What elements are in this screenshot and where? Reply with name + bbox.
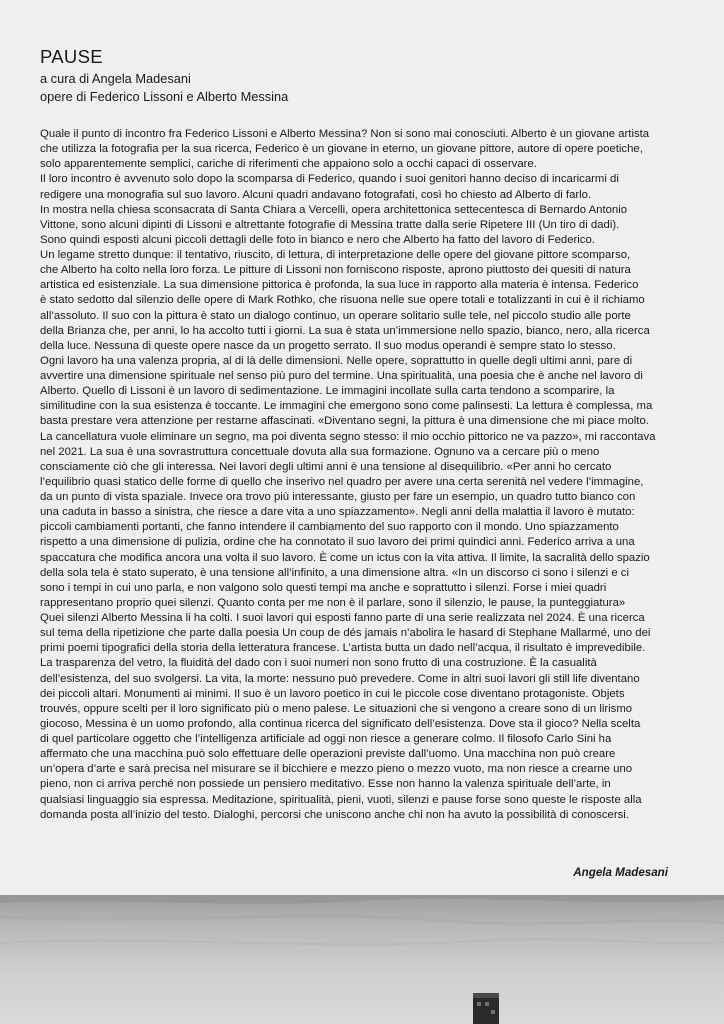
body-line: della luce. Nessuna di queste opere nasce da un progetto serrato. Il suo modus operandi è sempre stato lo stesso. (40, 339, 616, 352)
body-line: sono i tempi in cui uno parla, e non valgono solo questi tempi ma anche e soprattutto i silenzi. Forse i miei quadri (40, 581, 607, 594)
body-line: Il loro incontro è avvenuto solo dopo la scomparsa di Federico, quando i suoi genitori hanno deciso di incaricarmi di (40, 173, 619, 186)
dice-column-icon (473, 993, 499, 1024)
body-line: solo apparentemente semplici, cariche di riferimenti che appaiono solo a occhi capaci di osservare. (40, 158, 537, 171)
body-line: che Alberto ha colto nella loro forza. Le pitture di Lissoni non forniscono risposte, aprono piuttosto dei quesiti di natura (40, 264, 631, 277)
body-line: da un punto di vista spaziale. Invece ora trovo più interessante, giusto per fare un esempio, un quadro tutto bianco con (40, 491, 636, 503)
body-line: nel 2021. La sua è una sovrastruttura concettuale dovuta alla sua formazione. Ognuno va a cercare più o meno (40, 445, 600, 458)
body-line: basta prestare vera attenzione per restarne affascinati. «Diventano segni, la pittura è una dimensione che mi piace molto. (40, 415, 649, 428)
body-line: La trasparenza del vetro, la fluidità del dado con i suoi numeri non sono frutto di una costruzione. È la casualità (40, 657, 597, 670)
body-line: all’assoluto. Il suo con la pittura è stato un dialogo continuo, un operare solitario sulle tele, nel piccolo studio alle porte (40, 309, 631, 322)
body-text (40, 127, 686, 823)
body-line: consciamente ciò che gli interessa. Nei lavori degli ultimi anni è una tensione al disequilibrio. «Per anni ho cercato (40, 460, 612, 473)
body-line: Ogni lavoro ha una valenza propria, al di là delle dimensioni. Nelle opere, soprattutto in quelle degli ultimi anni, pare di (40, 354, 633, 367)
curator-line: a cura di Angela Madesani (40, 71, 191, 86)
body-line: dei piccoli altari. Monumenti ai minimi. Il suo è un lavoro poetico in cui le piccole cose diventano protagoniste. Objets (40, 687, 625, 700)
signature: Angela Madesani (573, 866, 668, 879)
body-line: domanda posta all’inizio del testo. Dialoghi, percorsi che uniscono anche chi non ha avuto la possibilità di conoscersi. (40, 808, 629, 821)
body-line: della Brianza che, per anni, lo ha accolto tutti i giorni. La sua è stata un’immersione nello spazio, bianco, nero, alla ricerca (40, 324, 650, 337)
body-line: piccoli cambiamenti portanti, che fanno intendere il cambiamento del suo rapporto con il mondo. Uno spiazzamento (40, 521, 619, 534)
body-line: l’equilibrio quasi statico delle forme di quello che inserivo nel quadro per avere una certa serenità nel vedere l’immagine, (40, 475, 644, 488)
body-line: redigere una monografia sul suo lavoro. Alcuni quadri andavano fotografati, così ho chiesto ad Alberto di farlo. (40, 188, 592, 201)
body-line: Quale il punto di incontro fra Federico Lissoni e Alberto Messina? Non si sono mai conosciuti. Alberto è un giovane artista (40, 128, 650, 140)
body-line: trouvés, oppure scelti per il loro significato più o meno palese. Le situazioni che si vengono a creare sono di un lirismo (40, 702, 633, 715)
body-line: è stato sedotto dal silenzio delle opere di Mark Rothko, che risuona nelle sue opere totali e totalizzanti in cui è il richiamo (40, 294, 645, 307)
body-line: qualsiasi linguaggio sia espressa. Meditazione, spiritualità, pieni, vuoti, silenzi e pause forse sono queste le risposte alla (40, 793, 642, 806)
bottom-photograph (0, 895, 724, 1024)
body-line: della sola tela è stato superato, è una tensione all’infinito, a una dimensione altra. «In un discorso ci sono i silenzi e ci (40, 566, 629, 579)
body-line: Vittone, sono alcuni dipinti di Lissoni e altrettante fotografie di Messina tratte dalla serie Ripetere III (Un tiro di dadi). (40, 218, 620, 231)
body-line: Quei silenzi Alberto Messina li ha colti. I suoi lavori qui esposti fanno parte di una serie realizzata nel 2024. È una ricerca (40, 612, 645, 624)
photo-texture (0, 895, 724, 1024)
body-line: primi poemi tipografici della storia della letteratura francese. L’artista butta un dado nell’acqua, il risultato è imprevedibile. (40, 642, 646, 655)
body-line: Sono quindi esposti alcuni piccoli dettagli delle foto in bianco e nero che Alberto ha fatto del lavoro di Federico. (40, 233, 595, 246)
body-line: avvertire una dimensione spirituale nel senso più puro del termine. Una spiritualità, una poesia che è anche nel lavoro di (40, 370, 643, 382)
artists-line: opere di Federico Lissoni e Alberto Messina (40, 89, 289, 104)
body-line: pieno, non ci arriva perché non possiede un pensiero meditativo. Esse non hanno la valenza spirituale dell’arte, in (40, 778, 611, 791)
body-line: artistica ed esistenziale. La sua dimensione pittorica è profonda, la sua luce in rapporto alla materia è intensa. Federico (40, 279, 639, 292)
body-line: similitudine con la sua esistenza è toccante. Le immagini che emergono sono come palinsesti. La lettura è complessa, ma (40, 400, 653, 413)
body-line: di quel particolare oggetto che l’intelligenza artificiale ad oggi non riesce a generare colmo. Il filosofo Carlo Sini ha (40, 733, 612, 745)
document-header (40, 47, 288, 106)
body-line: spaccatura che modifica ancora una volta il suo lavoro. È come un ictus con la vita attiva. Il limite, la sacralità dello spazio (40, 551, 650, 564)
body-line: Alberto. Quello di Lissoni è un lavoro di sedimentazione. Le immagini incollate sulla carta tendono a scomparire, la (40, 385, 615, 398)
document-title: PAUSE (40, 46, 103, 67)
body-line: sul tema della ripetizione che parte dalla poesia Un coup de dés jamais n’abolira le hasard di Stephane Mallarmé, uno dei (40, 627, 651, 640)
body-line: La cancellatura vuole eliminare un segno, ma poi diventa segno stesso: il mio occhio pittorico ne va pazzo», mi raccontava (40, 430, 656, 443)
body-line: rispetto a una dimensione di pulizia, ordine che ha connotato il suo lavoro dei primi quindici anni. Federico arriva a una (40, 536, 635, 549)
body-line: giocoso, Messina è un uomo profondo, alla continua ricerca del significato dell’esistenza. Dove sta il gioco? Nella scelta (40, 717, 641, 730)
body-line: dell’esistenza, del suo svolgersi. La vita, la morte: nessuno può prevedere. Come in altri suoi lavori gli still life diventano (40, 672, 640, 685)
body-line: un’opera d’arte e sarà precisa nel misurare se il bicchiere e mezzo pieno o mezzo vuoto, ma non riesce a crearne uno (40, 763, 633, 776)
body-line: una caduta in basso a sinistra, che riesce a dare vita a uno spiazzamento». Negli anni della malattia il lavoro è mutato: (40, 506, 635, 519)
body-line: Un legame stretto dunque: il tentativo, riuscito, di lettura, di interpretazione delle opere del giovane pittore scomparso, (40, 249, 631, 261)
body-line: In mostra nella chiesa sconsacrata di Santa Chiara a Vercelli, opera architettonica settecentesca di Bernardo Antonio (40, 203, 628, 216)
body-line: rappresentano proprio quei silenzi. Quanto conta per me non è il parlare, sono il silenzio, le pause, la punteggiatura» (40, 596, 626, 609)
body-line: che utilizza la fotografia per la sua ricerca, Federico è un giovane in eterno, un giovane pittore, autore di opere poetiche, (40, 143, 643, 156)
body-line: affermato che una macchina può solo effettuare delle operazioni previste dall’uomo. Una macchina non può creare (40, 748, 616, 761)
